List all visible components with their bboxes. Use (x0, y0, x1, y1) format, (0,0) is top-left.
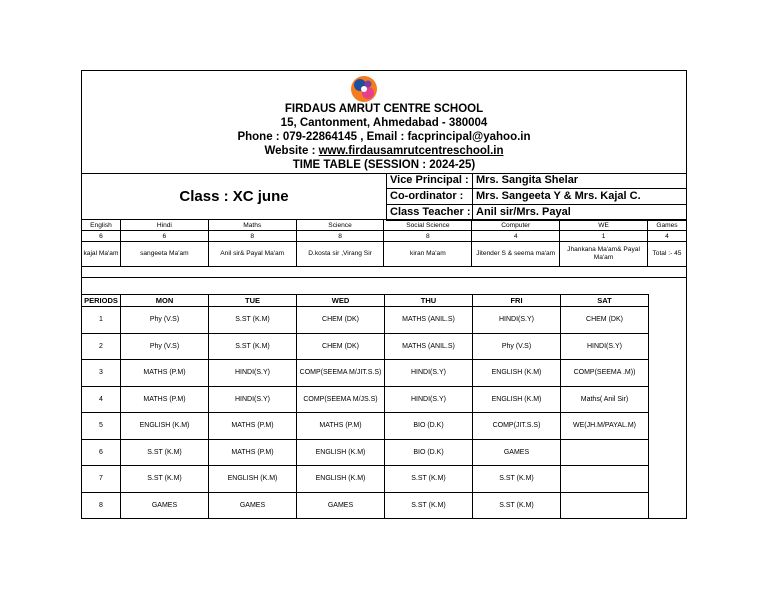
timetable-cell-sat (561, 492, 649, 519)
timetable-cell-wed: ENGLISH (K.M) (297, 466, 385, 493)
timetable-cell-sat (561, 466, 649, 493)
school-name: FIRDAUS AMRUT CENTRE SCHOOL (284, 103, 484, 115)
timetable-cell-tue: MATHS (P.M) (209, 413, 297, 440)
subject-name: Maths (208, 220, 296, 231)
period-number-cell: 6 (82, 439, 121, 466)
subject-periods: 8 (296, 231, 384, 242)
timetable-cell-sat: Maths( Anil Sir) (561, 386, 649, 413)
timetable-cell-sat: WE(JH.M/PAYAL.M) (561, 413, 649, 440)
subject-names-row (82, 220, 687, 231)
timetable-cell-mon: Phy (V.S) (121, 307, 209, 334)
timetable-cell-tue: HINDI(S.Y) (209, 386, 297, 413)
timetable-title: TIME TABLE (SESSION : 2024-25) (292, 159, 476, 171)
subject-teacher: Jitender S & seema ma'am (472, 242, 560, 267)
table-row (82, 466, 649, 493)
table-row (82, 333, 649, 360)
timetable-body (82, 307, 649, 519)
period-number-cell: 4 (82, 386, 121, 413)
school-logo-icon (349, 74, 379, 104)
timetable-cell-wed: COMP(SEEMA M/JS.S) (297, 386, 385, 413)
staff-value: Mrs. Sangita Shelar (472, 173, 686, 189)
subject-name: Games (647, 220, 686, 231)
timetable-cell-sat: COMP(SEEMA .M)) (561, 360, 649, 387)
period-number-cell: 1 (82, 307, 121, 334)
subject-periods: 8 (384, 231, 472, 242)
school-website-line (82, 144, 686, 158)
weekly-timetable (81, 294, 649, 519)
period-number-cell: 8 (82, 492, 121, 519)
timetable-cell-thu: HINDI(S.Y) (385, 386, 473, 413)
staff-row-vice-principal (386, 173, 686, 189)
timetable-cell-thu: BIO (D.K) (385, 439, 473, 466)
timetable-cell-wed: MATHS (P.M) (297, 413, 385, 440)
timetable-cell-tue: GAMES (209, 492, 297, 519)
timetable-cell-thu: MATHS (ANIL.S) (385, 333, 473, 360)
school-header (82, 71, 686, 174)
timetable-cell-fri: Phy (V.S) (473, 333, 561, 360)
subject-name: Social Science (384, 220, 472, 231)
timetable-cell-tue: HINDI(S.Y) (209, 360, 297, 387)
subject-periods: 4 (472, 231, 560, 242)
subject-teacher: Anil sir& Payal Ma'am (208, 242, 296, 267)
timetable-cell-sat: HINDI(S.Y) (561, 333, 649, 360)
timetable-cell-thu: MATHS (ANIL.S) (385, 307, 473, 334)
subject-periods-row (82, 231, 687, 242)
table-row (82, 413, 649, 440)
school-contact: Phone : 079-22864145 , Email : facprincipal@yahoo.in (237, 131, 531, 143)
staff-value: Mrs. Sangeeta Y & Mrs. Kajal C. (472, 189, 686, 205)
subject-name: English (82, 220, 121, 231)
timetable-cell-tue: S.ST (K.M) (209, 307, 297, 334)
timetable-cell-tue: S.ST (K.M) (209, 333, 297, 360)
timetable-cell-tue: MATHS (P.M) (209, 439, 297, 466)
col-header-thu: THU (385, 295, 473, 307)
timetable-cell-wed: CHEM (DK) (297, 333, 385, 360)
timetable-sheet (81, 70, 687, 519)
timetable-cell-fri: S.ST (K.M) (473, 466, 561, 493)
school-address: 15, Cantonment, Ahmedabad - 380004 (280, 117, 488, 129)
timetable-cell-thu: BIO (D.K) (385, 413, 473, 440)
col-header-periods: PERIODS (82, 295, 121, 307)
table-row (82, 439, 649, 466)
website-link[interactable]: www.firdausamrutcentreschool.in (318, 145, 504, 157)
col-header-mon: MON (121, 295, 209, 307)
staff-label: Co-ordinator : (386, 189, 472, 205)
table-row (82, 492, 649, 519)
staff-label: Vice Principal : (386, 173, 472, 189)
subject-teachers-row (82, 242, 687, 267)
subject-periods: 6 (120, 231, 208, 242)
timetable-cell-fri: ENGLISH (K.M) (473, 386, 561, 413)
timetable-cell-tue: ENGLISH (K.M) (209, 466, 297, 493)
period-number-cell: 3 (82, 360, 121, 387)
class-title: Class : XC june (179, 188, 289, 205)
subject-periods: 1 (560, 231, 648, 242)
timetable-cell-mon: MATHS (P.M) (121, 360, 209, 387)
timetable-cell-thu: S.ST (K.M) (385, 466, 473, 493)
timetable-header-row (82, 295, 649, 307)
timetable-cell-mon: S.ST (K.M) (121, 466, 209, 493)
period-number-cell: 5 (82, 413, 121, 440)
timetable-cell-mon: S.ST (K.M) (121, 439, 209, 466)
website-label: Website : (264, 145, 319, 157)
subject-name: Hindi (120, 220, 208, 231)
subject-periods: 8 (208, 231, 296, 242)
col-header-sat: SAT (561, 295, 649, 307)
period-number-cell: 2 (82, 333, 121, 360)
timetable-cell-wed: ENGLISH (K.M) (297, 439, 385, 466)
subject-teacher: D.kosta sir ,Virang Sir (296, 242, 384, 267)
timetable-cell-wed: GAMES (297, 492, 385, 519)
col-header-fri: FRI (473, 295, 561, 307)
timetable-cell-wed: COMP(SEEMA M/JIT.S.S) (297, 360, 385, 387)
subject-periods: 6 (82, 231, 121, 242)
col-header-wed: WED (297, 295, 385, 307)
timetable-cell-fri: GAMES (473, 439, 561, 466)
timetable-cell-mon: MATHS (P.M) (121, 386, 209, 413)
timetable-cell-fri: HINDI(S.Y) (473, 307, 561, 334)
table-row (82, 360, 649, 387)
timetable-cell-sat: CHEM (DK) (561, 307, 649, 334)
total-periods: Total :- 45 (647, 242, 686, 267)
timetable-cell-mon: Phy (V.S) (121, 333, 209, 360)
timetable-cell-fri: ENGLISH (K.M) (473, 360, 561, 387)
staff-label: Class Teacher : (386, 205, 472, 221)
subject-teacher: sangeeta Ma'am (120, 242, 208, 267)
subject-teacher: Jhankana Ma'am& Payal Ma'am (560, 242, 648, 267)
timetable-cell-thu: S.ST (K.M) (385, 492, 473, 519)
col-header-tue: TUE (209, 295, 297, 307)
subject-name: WE (560, 220, 648, 231)
staff-row-coordinator (386, 189, 686, 205)
timetable-cell-fri: S.ST (K.M) (473, 492, 561, 519)
timetable-cell-mon: GAMES (121, 492, 209, 519)
subject-teacher: kajal Ma'am (82, 242, 121, 267)
staff-value: Anil sir/Mrs. Payal (472, 205, 686, 221)
subject-allocation-table (81, 219, 687, 267)
timetable-cell-wed: CHEM (DK) (297, 307, 385, 334)
table-row (82, 307, 649, 334)
subject-name: Computer (472, 220, 560, 231)
section-divider (82, 277, 686, 278)
timetable-cell-mon: ENGLISH (K.M) (121, 413, 209, 440)
timetable-cell-sat (561, 439, 649, 466)
subject-teacher: kiran Ma'am (384, 242, 472, 267)
period-number-cell: 7 (82, 466, 121, 493)
timetable-cell-fri: COMP(JIT.S.S) (473, 413, 561, 440)
table-row (82, 386, 649, 413)
subject-name: Science (296, 220, 384, 231)
subject-periods: 4 (647, 231, 686, 242)
timetable-cell-thu: HINDI(S.Y) (385, 360, 473, 387)
